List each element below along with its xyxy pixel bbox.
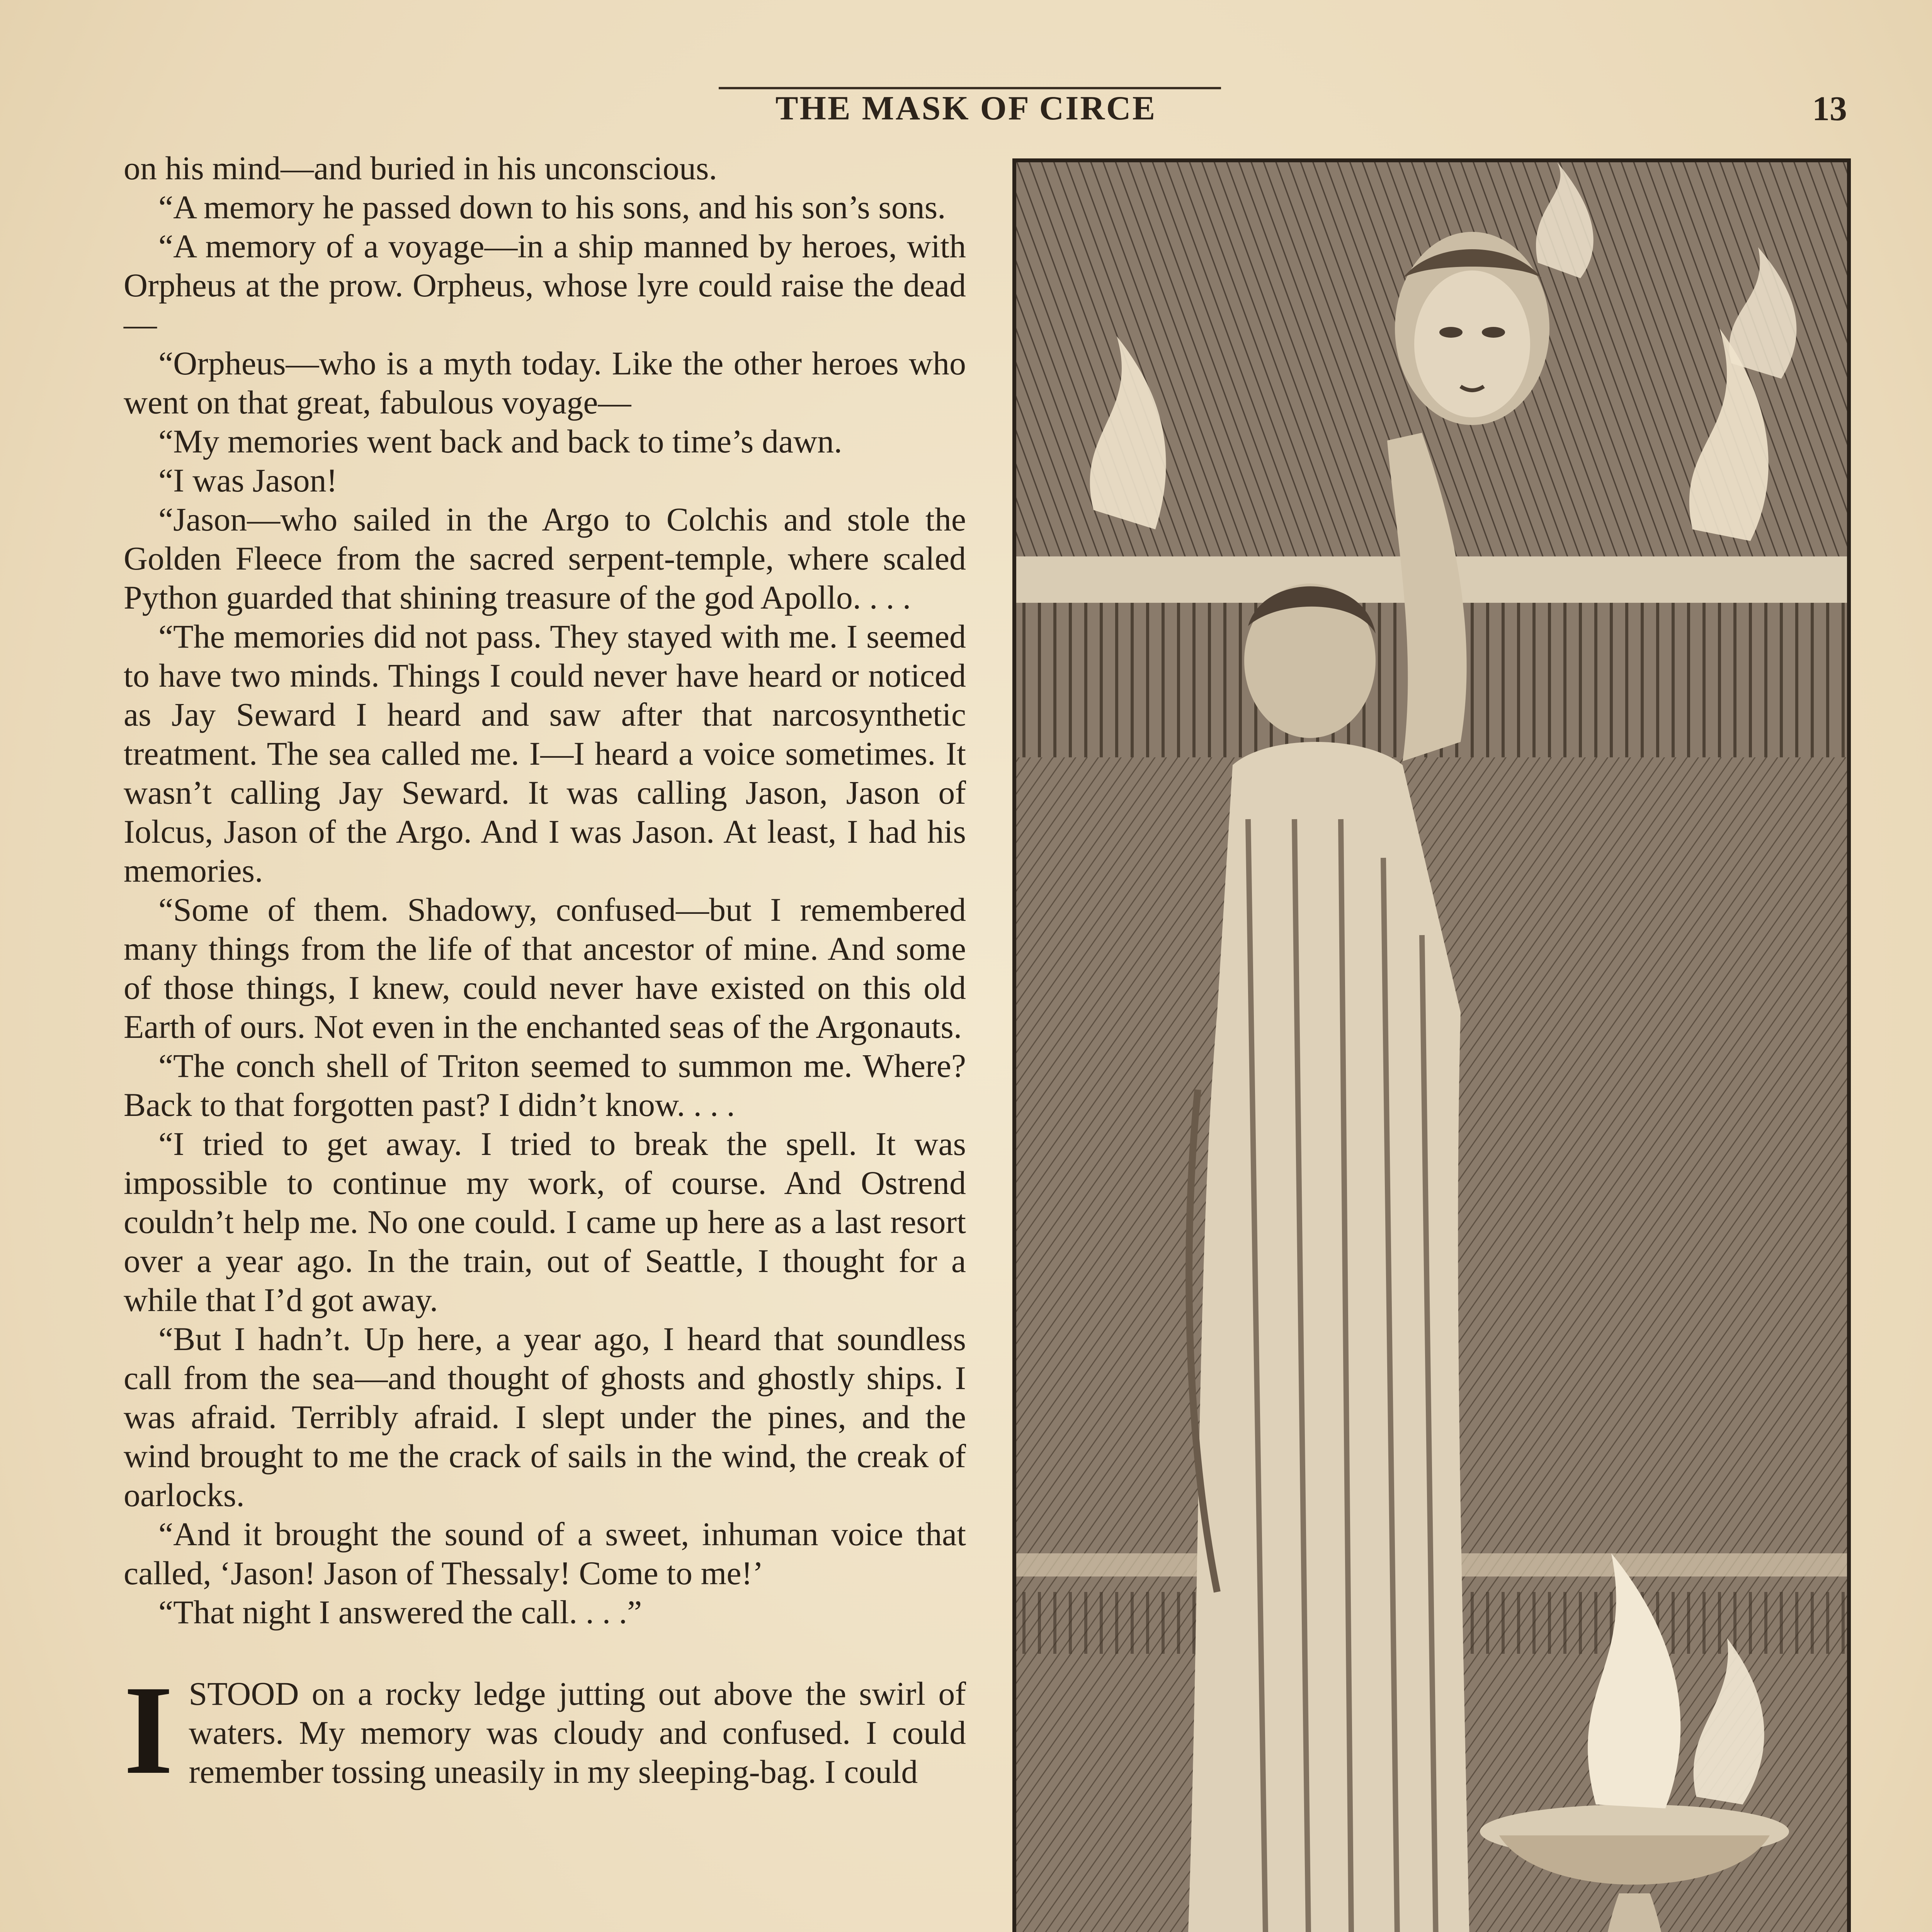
- paragraph: “A memory of a voyage—in a ship manned by heroes, with Orpheus at the prow. Orpheus, whose lyre could raise the dead—: [124, 228, 966, 343]
- paragraph: “I was Jason!: [158, 462, 338, 499]
- paragraph: “I tried to get away. I tried to break the spell. It was impossible to continue my work, of course. And Ostrend couldn’t help me. No one could. I came up here as a last resort over a year ago. In the train, out of Seattle, I thought for a while that I’d got away.: [124, 1125, 966, 1318]
- paragraph: “That night I answered the call. . . .”: [158, 1594, 642, 1631]
- page-number: 13: [1812, 90, 1847, 128]
- paragraph: “The memories did not pass. They stayed with me. I seemed to have two minds. Things I could never have heard or noticed as Jay Seward I heard and saw after that narcosynthetic treatment. The sea called me. I—I heard a voice sometimes. It wasn’t calling Jay Seward. It was calling Jason, Jason of Iolcus, Jason of the Argo. And I was Jason. At least, I had his memories.: [124, 618, 966, 889]
- running-header: THE MASK OF CIRCE: [775, 90, 1157, 127]
- paragraph: “The conch shell of Triton seemed to summon me. Where? Back to that forgotten past? I didn’t know. . . .: [124, 1047, 966, 1123]
- paragraph: “Orpheus—who is a myth today. Like the other heroes who went on that great, fabulous voyage—: [124, 345, 966, 421]
- drop-cap: I: [124, 1660, 173, 1801]
- dropcap-paragraph-text: STOOD on a rocky ledge jutting out above the swirl of waters. My memory was cloudy and confused. I could remember tossing uneasily in my sleeping-bag. I could: [189, 1675, 966, 1790]
- illustration-drawing: [1016, 162, 1847, 1932]
- paragraph: “But I hadn’t. Up here, a year ago, I heard that soundless call from the sea—and thought of ghosts and ghostly ships. I was afraid. Terribly afraid. I slept under the pines, and the wind brought to me the crack of sails in the wind, the creak of oarlocks.: [124, 1320, 966, 1514]
- section-break: [124, 1632, 966, 1674]
- paragraph: “And it brought the sound of a sweet, inhuman voice that called, ‘Jason! Jason of Thessaly! Come to me!’: [124, 1515, 966, 1592]
- illustration-circe: [1012, 158, 1851, 1932]
- text-column: [124, 149, 966, 1932]
- paragraph: “A memory he passed down to his sons, and his son’s sons.: [158, 189, 946, 226]
- paragraph: on his mind—and buried in his unconscious.: [124, 150, 717, 187]
- paragraph: “Some of them. Shadowy, confused—but I remembered many things from the life of that ancestor of mine. And some of those things, I knew, could never have existed on this old Earth of ours. Not even in the enchanted seas of the Argonauts.: [124, 891, 966, 1045]
- dropcap-paragraph: [124, 1660, 966, 1801]
- paragraph: “Jason—who sailed in the Argo to Colchis and stole the Golden Fleece from the sacred serpent-temple, where scaled Python guarded that shining treasure of the god Apollo. . . .: [124, 501, 966, 616]
- paragraph: “My memories went back and back to time’s dawn.: [158, 423, 842, 460]
